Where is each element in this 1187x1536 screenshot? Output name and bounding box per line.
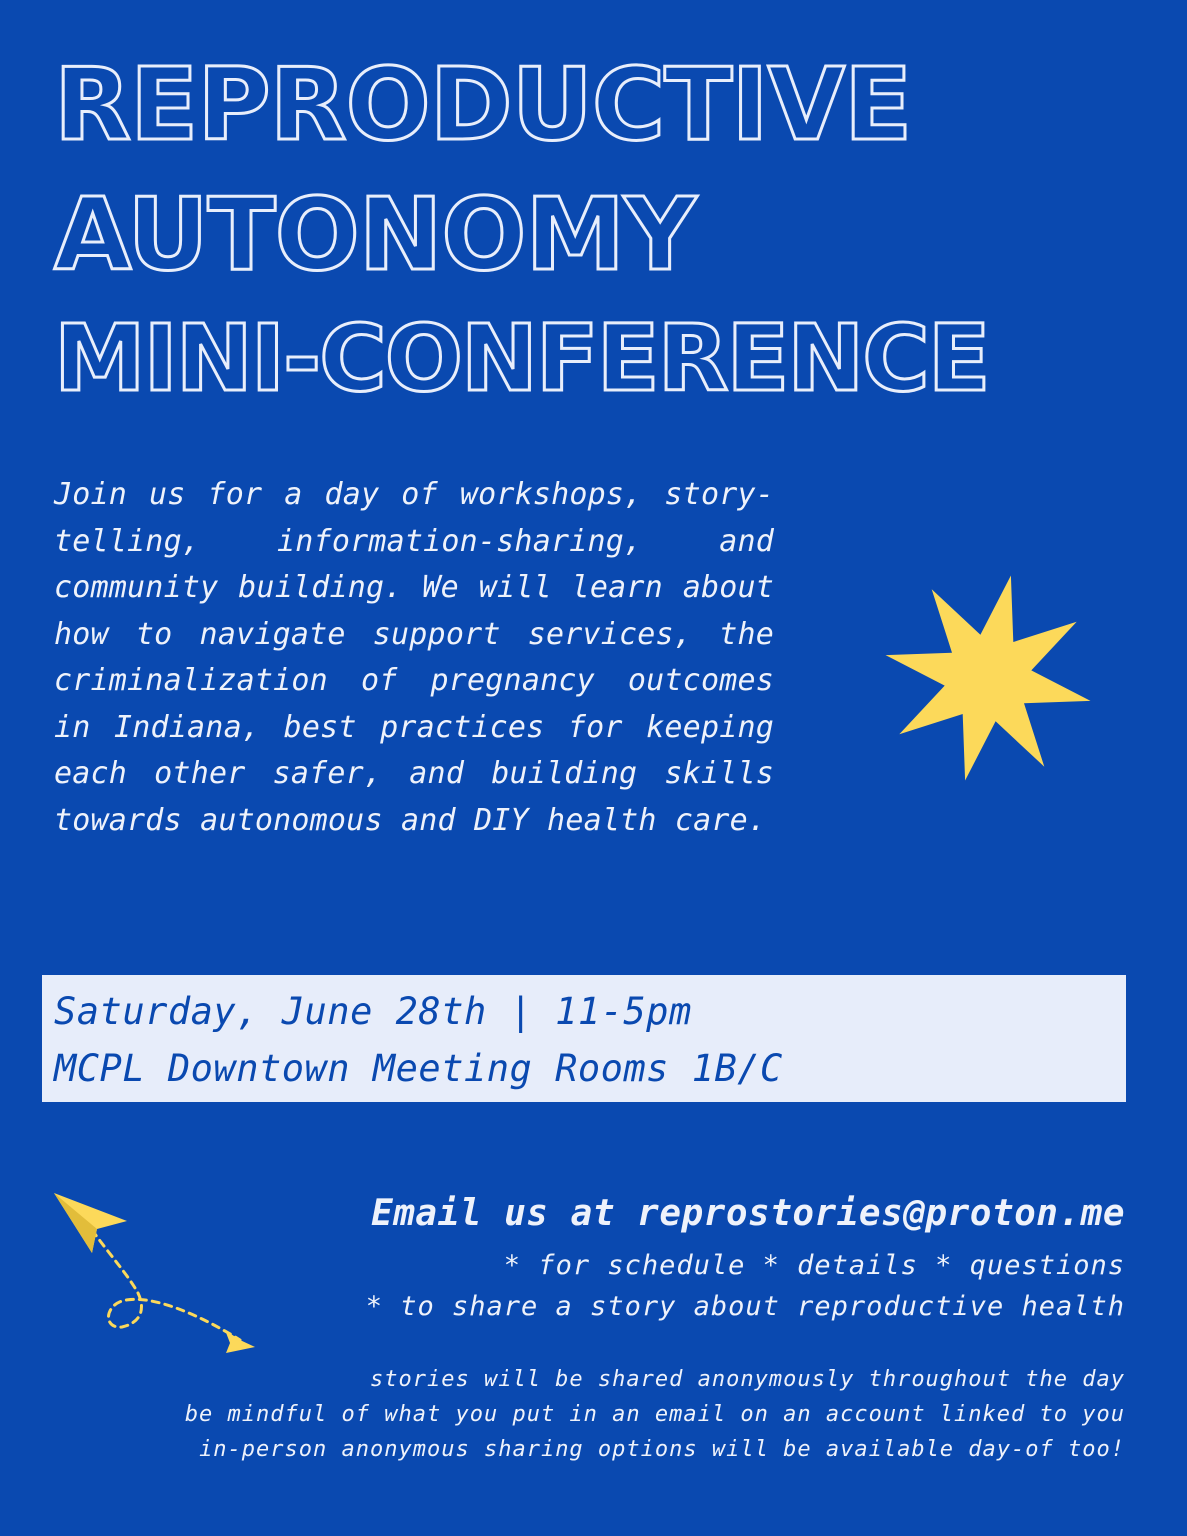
intro-paragraph: Join us for a day of workshops, story-telling, information-sharing, and community building. We will learn about how to navigate support services, the criminalization of pregnancy outcomes in Indiana, best practices for keeping each other safer, and building skills towards autonomous and DIY health care. [54, 477, 774, 838]
title-line-1: REPRODUCTIVE [54, 46, 912, 163]
event-location: MCPL Downtown Meeting Rooms 1B/C [54, 1047, 783, 1090]
note-line-3: in-person anonymous sharing options will be available day-of too! [199, 1437, 1125, 1462]
contact-reasons-1: * for schedule * details * questions [503, 1250, 1125, 1281]
paper-plane-icon [50, 1185, 265, 1360]
title-line-2: AUTONOMY [54, 176, 696, 293]
star-icon [878, 568, 1098, 788]
email-line[interactable]: Email us at reprostories@proton.me [371, 1193, 1125, 1234]
event-date-time: Saturday, June 28th | 11-5pm [54, 990, 692, 1033]
note-line-1: stories will be shared anonymously throughout the day [370, 1367, 1125, 1392]
note-line-2: be mindful of what you put in an email on an account linked to you [184, 1402, 1125, 1427]
contact-reasons-2: * to share a story about reproductive health [365, 1291, 1125, 1322]
event-info-box [42, 975, 1126, 1102]
title-line-3: MINI-CONFERENCE [54, 305, 989, 412]
